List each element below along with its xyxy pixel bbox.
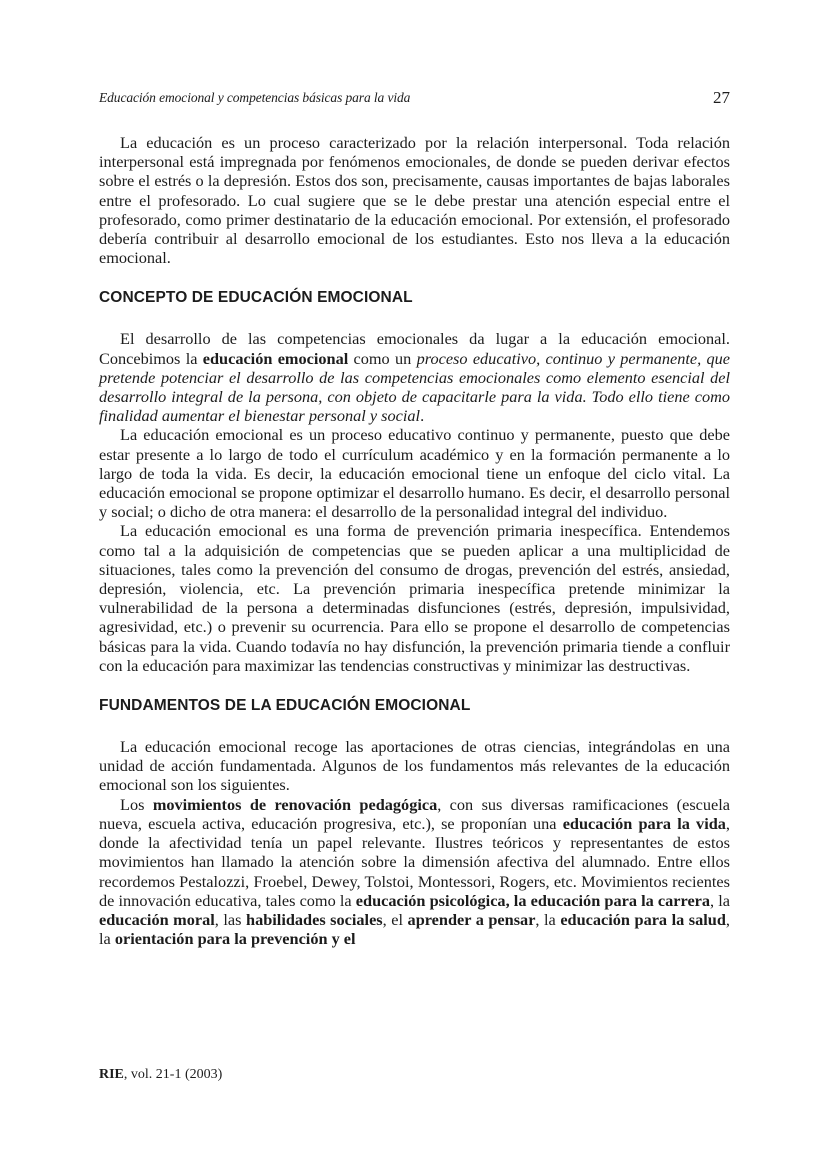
definition-text: proceso educativo, continuo y permanente, que pretende potenciar el desarrollo de las competencias emocionales como elemento esencial del desarrollo integral de la persona, con objeto de capacitarle para la vida. Todo ello tiene como finalidad aumentar el bienestar personal y social <box>99 348 730 426</box>
paragraph-concepto-definicion: El desarrollo de las competencias emocionales da lugar a la educación emocional. Concebimos la educación emocional como un proceso educativo, continuo y permanente, que pretende potenciar el desarrollo de las competencias emocionales como elemento esencial del desarrollo integral de la persona, con objeto de capacitarle para la vida. Todo ello tiene como finalidad aumentar el bienestar personal y social. <box>99 329 730 426</box>
paragraph-proceso-continuo: La educación emocional es un proceso educativo continuo y permanente, puesto que debe estar presente a lo largo de todo el currículum académico y en la formación permanente a lo largo de toda la vida. Es decir, la educación emocional tiene un enfoque del ciclo vital. La educación emocional se propone optimizar el desarrollo humano. Es decir, el desarrollo personal y social; o dicho de otra manera: el desarrollo de la personalidad integral del individuo. <box>99 425 730 522</box>
paragraph-fundamentos-intro: La educación emocional recoge las aportaciones de otras ciencias, integrándolas en una unidad de acción fundamentada. Algunos de los fundamentos más relevantes de la educación emocional son los siguientes. <box>99 737 730 795</box>
journal-volume: , vol. 21-1 (2003) <box>123 1067 223 1082</box>
paragraph-intro: La educación es un proceso caracterizado por la relación interpersonal. Toda relación interpersonal está impregnada por fenómenos emocionales, de donde se pueden derivar efectos sobre el estrés o la depresión. Estos dos son, precisamente, causas importantes de bajas laborales entre el profesorado. Lo cual sugiere que se le debe prestar una atención especial entre el profesorado, como primer destinatario de la educación emocional. Por extensión, el profesorado debería contribuir al desarrollo emocional de los estudiantes. Esto nos lleva a la educación emocional. <box>99 133 730 268</box>
page-number: 27 <box>713 88 730 107</box>
journal-name: RIE <box>99 1067 124 1082</box>
page-footer <box>99 1067 222 1083</box>
section-heading-concepto: CONCEPTO DE EDUCACIÓN EMOCIONAL <box>99 289 413 307</box>
term-educacion-emocional: educación emocional <box>202 348 349 368</box>
section-heading-fundamentos: FUNDAMENTOS DE LA EDUCACIÓN EMOCIONAL <box>99 697 471 715</box>
running-header <box>99 88 730 110</box>
running-title: Educación emocional y competencias básicas para la vida <box>99 90 411 105</box>
paragraph-movimientos: Los movimientos de renovación pedagógica, con sus diversas ramificaciones (escuela nueva, escuela activa, educación progresiva, etc.), se proponían una educación para la vida, donde la afectividad tenía un papel relevante. Ilustres teóricos y representantes de estos movimientos han llamado la atención sobre la dimensión afectiva del alumnado. Entre ellos recordemos Pestalozzi, Froebel, Dewey, Tolstoi, Montessori, Rogers, etc. Movimientos recientes de innovación educativa, tales como la educación psicológica, la educación para la carrera, la educación moral, las habilidades sociales, el aprender a pensar, la educación para la salud, la orientación para la prevención y el <box>99 794 731 949</box>
paragraph-prevencion: La educación emocional es una forma de prevención primaria inespecífica. Entendemos como tal a la adquisición de competencias que se pueden aplicar a una multiplicidad de situaciones, tales como la prevención del consumo de drogas, prevención del estrés, ansiedad, depresión, violencia, etc. La prevención primaria inespecífica pretende minimizar la vulnerabilidad de la persona a determinadas disfunciones (estrés, depresión, impulsividad, agresividad, etc.) o prevenir su ocurrencia. Para ello se propone el desarrollo de competencias básicas para la vida. Cuando todavía no hay disfunción, la prevención primaria tiende a confluir con la educación para maximizar las tendencias constructivas y minimizar las destructivas. <box>99 521 730 675</box>
article-body <box>99 133 730 948</box>
